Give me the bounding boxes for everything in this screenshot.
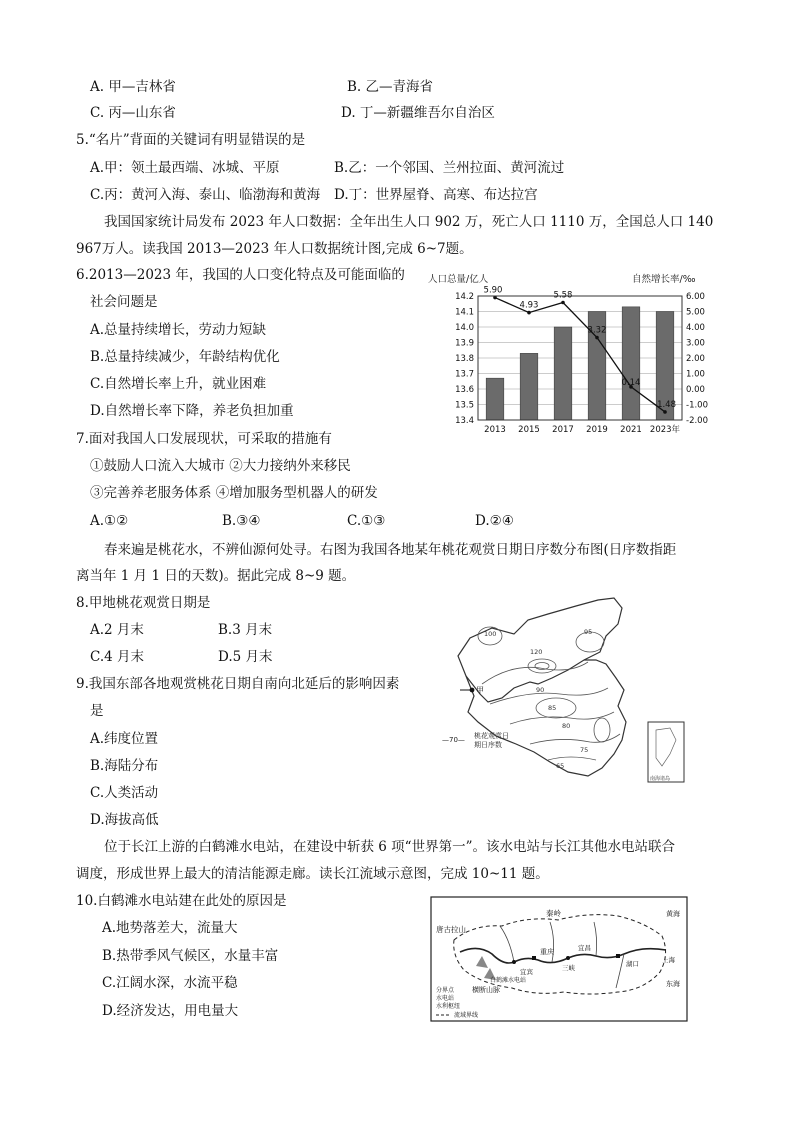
q7-stem: 7.面对我国人口发展现状，可采取的措施有: [76, 431, 332, 447]
q8-option-b: B.3 月末: [218, 622, 273, 638]
q7-measures-line1: ①鼓励人口流入大城市 ②大力接纳外来移民: [90, 458, 351, 474]
q6-option-b: B.总量持续减少，年龄结构优化: [90, 349, 280, 365]
label-shanghai: 上海: [662, 956, 675, 964]
point-jia-marker: [470, 688, 475, 693]
growth-rate-label: 4.93: [519, 300, 539, 311]
q9-stem-line1: 9.我国东部各地观赏桃花日期自南向北延后的影响因素: [76, 676, 400, 692]
contour-line: [530, 734, 620, 744]
contour-label: 65: [556, 762, 565, 770]
q6-option-d: D.自然增长率下降，养老负担加重: [90, 403, 294, 419]
q5-option-c: C.丙：黄河入海、泰山、临渤海和黄海: [90, 187, 321, 203]
q6-stem-line2: 社会问题是: [90, 294, 158, 310]
q7-measures-line2: ③完善养老服务体系 ④增加服务型机器人的研发: [90, 485, 378, 501]
hydropower-station-marker: [512, 960, 516, 964]
left-tick-label: 14.0: [455, 323, 474, 333]
contour-label: 100: [484, 630, 497, 638]
label-yellow-sea: 黄海: [666, 910, 680, 918]
contour-label: 120: [530, 648, 543, 656]
growth-rate-point: [663, 410, 667, 414]
population-chart: [420, 262, 710, 436]
x-tick-label: 2017: [552, 425, 574, 435]
inset-label: 南海诸岛: [650, 776, 671, 782]
q7-option-c: C.①③: [347, 513, 386, 529]
label-east-sea: 东海: [666, 980, 680, 988]
population-bar: [554, 327, 572, 420]
left-tick-label: 13.8: [455, 354, 474, 364]
q5-stem: 5.“名片”背面的关键词有明显错误的是: [76, 132, 306, 148]
growth-rate-label: 3.32: [587, 325, 607, 336]
intro-pop-line1: 我国国家统计局发布 2023 年人口数据：全年出生人口 902 万，死亡人口 1110 万，全国总人口 140: [104, 214, 714, 230]
x-tick-label: 2019: [586, 425, 608, 435]
right-tick-label: 4.00: [686, 323, 705, 333]
q7-option-a: A.①②: [90, 513, 129, 529]
left-axis-title: 人口总量/亿人: [428, 274, 489, 285]
population-bar: [622, 307, 640, 420]
q4-option-a: A. 甲—吉林省: [90, 79, 176, 95]
growth-rate-point: [561, 301, 565, 305]
legend-boundary: 流域界线: [454, 1012, 479, 1019]
label-sanxia: 三峡: [562, 964, 575, 972]
q9-option-c: C.人类活动: [90, 785, 159, 801]
contour-label: 80: [562, 722, 571, 730]
q8-stem: 8.甲地桃花观赏日期是: [76, 595, 211, 611]
legend-hydropower: 水电站: [436, 995, 455, 1002]
label-hengduan: 横断山脉: [472, 986, 500, 994]
label-yichang: 宜昌: [578, 944, 591, 952]
q8-option-d: D.5 月末: [218, 649, 273, 665]
right-tick-label: 1.00: [686, 369, 705, 380]
right-tick-label: 0.00: [686, 385, 705, 395]
right-tick-label: 6.00: [686, 292, 705, 302]
q10-option-c: C.江阔水深，水流平稳: [102, 975, 238, 991]
growth-rate-label: -1.48: [654, 399, 676, 410]
left-tick-label: 14.1: [455, 307, 474, 318]
left-tick-label: 13.9: [455, 338, 474, 349]
legend-title-line2: 期日序数: [474, 741, 502, 749]
left-tick-label: 13.5: [455, 400, 474, 411]
label-tanggula: 唐古拉山: [436, 925, 466, 934]
right-tick-label: -2.00: [686, 416, 708, 426]
division-point-marker: [532, 956, 536, 960]
x-tick-label: 2015: [518, 425, 540, 435]
legend-title-line1: 桃花观赏日: [474, 732, 509, 740]
q9-option-a: A.纬度位置: [90, 731, 159, 747]
q6-option-c: C.自然增长率上升，就业困难: [90, 376, 267, 392]
x-tick-label: 2023年: [649, 425, 681, 435]
left-tick-label: 13.6: [455, 385, 474, 395]
q7-option-d: D.②④: [475, 513, 514, 529]
q9-stem-line2: 是: [90, 703, 104, 719]
yangtze-basin-map: [430, 896, 688, 1022]
q4-option-b: B. 乙—青海省: [347, 79, 434, 95]
x-tick-label: 2013: [484, 425, 506, 435]
q5-option-d: D.丁：世界屋脊、高寒、布达拉宫: [334, 187, 538, 203]
point-jia-label: 甲: [476, 686, 484, 695]
intro-baihetan-line1: 位于长江上游的白鹤滩水电站，在建设中斩获 6 项“世界第一”。该水电站与长江其他水电站联合: [104, 839, 675, 855]
growth-rate-label: 5.58: [553, 290, 573, 301]
growth-rate-point: [595, 336, 599, 340]
q4-option-d: D. 丁—新疆维吾尔自治区: [341, 105, 495, 121]
division-point-marker: [616, 954, 620, 958]
growth-rate-label: 0.14: [621, 377, 641, 388]
q5-option-a: A.甲：领土最西端、冰城、平原: [90, 160, 280, 176]
q10-option-b: B.热带季风气候区，水量丰富: [102, 948, 279, 964]
contour-line: [548, 757, 596, 760]
hydropower-station-marker: [566, 956, 570, 960]
x-tick-label: 2021: [620, 425, 642, 435]
intro-pop-line2: 967万人。读我国 2013—2023 年人口数据统计图,完成 6~7题。: [76, 241, 473, 257]
contour-ring: [528, 659, 556, 673]
growth-rate-label: 5.90: [483, 285, 503, 296]
right-tick-label: 5.00: [686, 307, 705, 318]
peach-blossom-map: [430, 594, 692, 790]
q8-option-a: A.2 月末: [90, 622, 144, 638]
contour-label: 75: [580, 746, 589, 754]
population-bar: [520, 353, 538, 420]
contour-line: [490, 688, 608, 704]
legend-water-hub: 水利枢纽: [436, 1003, 461, 1010]
q10-option-a: A.地势落差大，流量大: [102, 920, 238, 936]
q6-stem-line1: 6.2013—2023 年，我国的人口变化特点及可能面临的: [76, 267, 405, 283]
growth-rate-point: [527, 311, 531, 315]
q9-option-b: B.海陆分布: [90, 758, 159, 774]
q10-stem: 10.白鹤滩水电站建在此处的原因是: [76, 893, 287, 909]
left-tick-label: 14.2: [455, 292, 474, 302]
label-baihetan: 白鹤滩水电站: [490, 977, 527, 984]
q7-option-b: B.③④: [222, 513, 261, 529]
left-tick-label: 13.4: [455, 416, 474, 426]
q4-option-c: C. 丙—山东省: [90, 105, 176, 121]
q5-option-b: B.乙：一个邻国、兰州拉面、黄河流过: [334, 160, 565, 176]
label-qinling: 秦岭: [546, 909, 561, 918]
q9-option-d: D.海拔高低: [90, 812, 159, 828]
q10-option-d: D.经济发达，用电量大: [102, 1003, 239, 1019]
population-bar: [486, 378, 504, 420]
legend-contour-sample: —70—: [442, 736, 465, 744]
q6-option-a: A.总量持续增长，劳动力短缺: [90, 322, 267, 338]
label-yibin: 宜宾: [520, 968, 533, 976]
intro-baihetan-line2: 调度，形成世界上最大的清洁能源走廊。读长江流域示意图，完成 10~11 题。: [76, 866, 549, 882]
left-tick-label: 13.7: [455, 369, 474, 380]
right-axis-title: 自然增长率/‰: [632, 274, 696, 285]
right-tick-label: 2.00: [686, 354, 705, 364]
contour-label: 95: [584, 628, 593, 636]
legend-division-point: 分界点: [436, 987, 455, 994]
right-tick-label: -1.00: [686, 400, 708, 411]
contour-label: 85: [548, 704, 557, 712]
label-chongqing: 重庆: [540, 948, 554, 956]
right-tick-label: 3.00: [686, 338, 705, 349]
south-china-sea-inset: [648, 722, 684, 782]
q8-option-c: C.4 月末: [90, 649, 145, 665]
label-hukou: 湖口: [626, 960, 639, 968]
intro-peach-line2: 离当年 1 月 1 日的天数)。据此完成 8~9 题。: [76, 568, 356, 584]
contour-ring: [594, 718, 610, 742]
intro-peach-line1: 春来遍是桃花水，不辨仙源何处寻。右图为我国各地某年桃花观赏日期日序数分布图(日序数指距: [104, 542, 677, 558]
contour-label: 90: [536, 686, 545, 694]
